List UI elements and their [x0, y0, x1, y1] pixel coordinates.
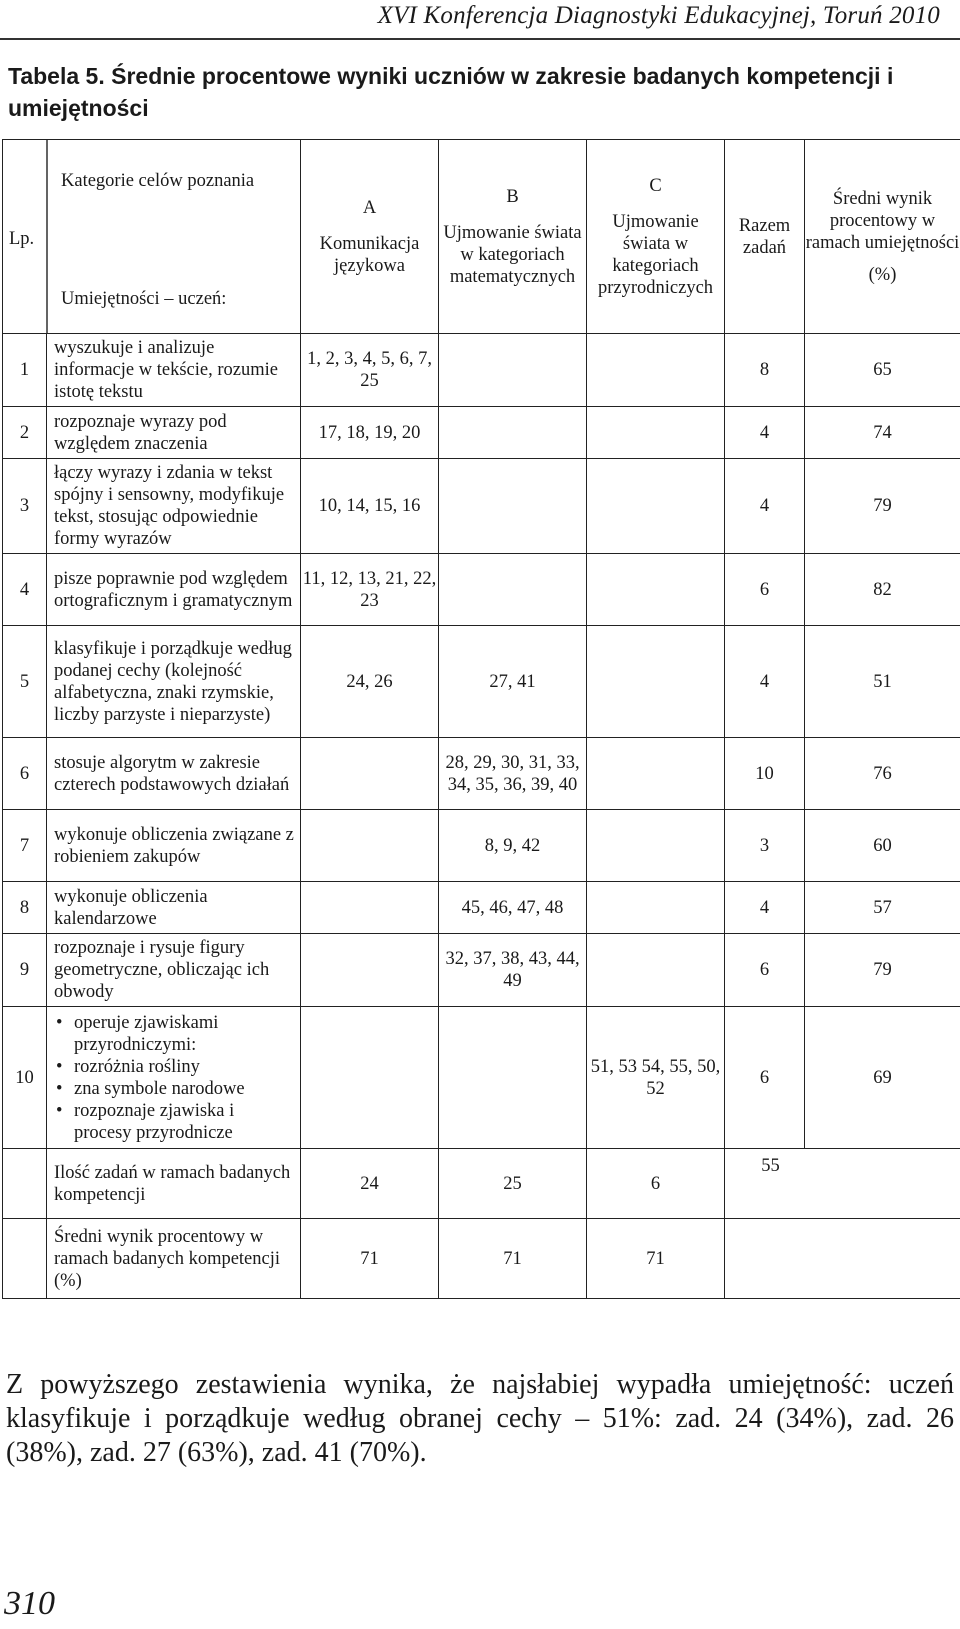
row-skill: wyszukuje i analizuje informacje w tekście, rozumie istotę tekstu: [47, 334, 301, 407]
row-total: 3: [725, 810, 805, 882]
row-total: 8: [725, 334, 805, 407]
task-count-row: [3, 1149, 960, 1219]
table-row: [3, 626, 960, 738]
row-total: 4: [725, 882, 805, 934]
row-c-tasks: [587, 810, 725, 882]
header-skills: Umiejętności – uczeń:: [61, 289, 227, 309]
row-avg: 69: [805, 1007, 960, 1149]
page-number: 310: [4, 1585, 55, 1622]
row-total: 6: [725, 554, 805, 626]
row-c-tasks: [587, 554, 725, 626]
row-a-tasks: [301, 882, 439, 934]
header-a-letter: A: [362, 197, 377, 218]
row-a-tasks: [301, 738, 439, 810]
row-b-tasks: 45, 46, 47, 48: [439, 882, 587, 934]
table-row: [3, 334, 960, 407]
header-b-letter: B: [506, 186, 519, 207]
running-header: XVI Konferencja Diagnostyki Edukacyjnej, Toruń 2010: [377, 2, 940, 29]
row-total: 4: [725, 626, 805, 738]
table-row: [3, 882, 960, 934]
skill-bullet-item: • operuje zjawiskami przyrodniczymi:: [54, 1012, 296, 1056]
row-avg: 76: [805, 738, 960, 810]
row-skill: rozpoznaje wyrazy pod względem znaczenia: [47, 407, 301, 459]
row-lp: 8: [3, 882, 47, 934]
header-avg: [805, 140, 960, 334]
table-row: [3, 810, 960, 882]
row-skill: wykonuje obliczenia związane z robieniem zakupów: [47, 810, 301, 882]
table-row: [3, 1007, 960, 1149]
header-diagonal-cell: [3, 140, 301, 334]
header-lp: Lp.: [9, 229, 35, 249]
table-row: [3, 554, 960, 626]
avg-score-a: 71: [301, 1219, 439, 1299]
row-avg: 51: [805, 626, 960, 738]
row-skill: rozpoznaje i rysuje figury geometryczne, obliczając ich obwody: [47, 934, 301, 1007]
table-header-row: [3, 140, 960, 334]
avg-score-b: 71: [439, 1219, 587, 1299]
task-count-b: 25: [439, 1149, 587, 1219]
row-a-tasks: 24, 26: [301, 626, 439, 738]
header-a-text: Komunikacja językowa: [319, 233, 420, 276]
header-total: Razem zadań: [725, 140, 805, 334]
table-row: [3, 459, 960, 554]
row-c-tasks: [587, 459, 725, 554]
row-avg: 74: [805, 407, 960, 459]
row-c-tasks: [587, 626, 725, 738]
skill-bullet-list: [54, 1012, 296, 1144]
row-lp: 10: [3, 1007, 47, 1149]
task-count-total-value: 55: [761, 1155, 780, 1176]
row-c-tasks: 51, 53 54, 55, 50, 52: [587, 1007, 725, 1149]
row-b-tasks: 27, 41: [439, 626, 587, 738]
header-col-c: [587, 140, 725, 334]
row-skill: wykonuje obliczenia kalendarzowe: [47, 882, 301, 934]
row-total: 6: [725, 934, 805, 1007]
header-avg-text: Średni wynik procentowy w ramach umiejętności: [805, 188, 960, 253]
row-lp: 5: [3, 626, 47, 738]
row-avg: 57: [805, 882, 960, 934]
summary-paragraph: Z powyższego zestawienia wynika, że najsłabiej wypadła umiejętność: uczeń klasyfikuje i porządkuje według obranej cechy – 51%: zad. 24 (34%), zad. 26 (38%), zad. 27 (63%), zad. 41 (70%).: [6, 1369, 954, 1468]
row-b-tasks: [439, 554, 587, 626]
row-lp: 7: [3, 810, 47, 882]
header-b-text: Ujmowanie świata w kategoriach matematycznych: [443, 222, 582, 287]
row-avg: 60: [805, 810, 960, 882]
header-categories: Kategorie celów poznania: [61, 171, 255, 191]
row-b-tasks: 28, 29, 30, 31, 33, 34, 35, 36, 39, 40: [439, 738, 587, 810]
row-c-tasks: [587, 334, 725, 407]
skill-bullet-item: • rozróżnia rośliny: [54, 1056, 296, 1078]
row-total: 10: [725, 738, 805, 810]
row-avg: 79: [805, 459, 960, 554]
row-a-tasks: 11, 12, 13, 21, 22, 23: [301, 554, 439, 626]
row-lp: 3: [3, 459, 47, 554]
row-c-tasks: [587, 882, 725, 934]
row-lp: 1: [3, 334, 47, 407]
row-a-tasks: 17, 18, 19, 20: [301, 407, 439, 459]
header-c-letter: C: [649, 175, 662, 196]
row-a-tasks: [301, 1007, 439, 1149]
row-total: 6: [725, 1007, 805, 1149]
row-lp: 4: [3, 554, 47, 626]
row-avg: 79: [805, 934, 960, 1007]
row-skill: łączy wyrazy i zdania w tekst spójny i sensowny, modyfikuje tekst, stosując odpowiednie formy wyrazów: [47, 459, 301, 554]
row-skill: klasyfikuje i porządkuje według podanej cechy (kolejność alfabetyczna, znaki rzymskie, liczby parzyste i nieparzyste): [47, 626, 301, 738]
header-col-b: [439, 140, 587, 334]
table-title: Tabela 5. Średnie procentowe wyniki uczniów w zakresie badanych kompetencji i umiejętności: [8, 63, 894, 121]
row-a-tasks: [301, 934, 439, 1007]
row-a-tasks: [301, 810, 439, 882]
row-avg: 65: [805, 334, 960, 407]
row-c-tasks: [587, 934, 725, 1007]
table-row: [3, 934, 960, 1007]
row-c-tasks: [587, 738, 725, 810]
header-avg-unit: (%): [868, 264, 897, 285]
task-count-total: [725, 1149, 960, 1219]
row-b-tasks: [439, 407, 587, 459]
row-b-tasks: [439, 1007, 587, 1149]
header-rule: [0, 38, 960, 40]
header-col-a: [301, 140, 439, 334]
competency-table: [2, 139, 960, 1299]
task-count-label: Ilość zadań w ramach badanych kompetencji: [47, 1149, 301, 1219]
row-b-tasks: [439, 334, 587, 407]
row-total: 4: [725, 407, 805, 459]
row-avg: 82: [805, 554, 960, 626]
row-skill: stosuje algorytm w zakresie czterech podstawowych działań: [47, 738, 301, 810]
row-lp: 6: [3, 738, 47, 810]
header-c-text: Ujmowanie świata w kategoriach przyrodniczych: [597, 211, 714, 298]
table-row: [3, 407, 960, 459]
row-b-tasks: [439, 459, 587, 554]
row-lp: 2: [3, 407, 47, 459]
row-a-tasks: 1, 2, 3, 4, 5, 6, 7, 25: [301, 334, 439, 407]
avg-score-c: 71: [587, 1219, 725, 1299]
row-skill: [47, 1007, 301, 1149]
row-total: 4: [725, 459, 805, 554]
row-lp: [3, 1149, 47, 1219]
skill-bullet-item: • rozpoznaje zjawiska i procesy przyrodnicze: [54, 1100, 296, 1144]
avg-score-row: [3, 1219, 960, 1299]
avg-score-label: Średni wynik procentowy w ramach badanych kompetencji (%): [47, 1219, 301, 1299]
row-lp: 9: [3, 934, 47, 1007]
table-row: [3, 738, 960, 810]
row-lp: [3, 1219, 47, 1299]
row-b-tasks: 32, 37, 38, 43, 44, 49: [439, 934, 587, 1007]
task-count-c: 6: [587, 1149, 725, 1219]
task-count-a: 24: [301, 1149, 439, 1219]
skill-bullet-item: • zna symbole narodowe: [54, 1078, 296, 1100]
row-skill: pisze poprawnie pod względem ortograficznym i gramatycznym: [47, 554, 301, 626]
avg-score-empty: [725, 1219, 960, 1299]
row-c-tasks: [587, 407, 725, 459]
row-b-tasks: 8, 9, 42: [439, 810, 587, 882]
row-a-tasks: 10, 14, 15, 16: [301, 459, 439, 554]
